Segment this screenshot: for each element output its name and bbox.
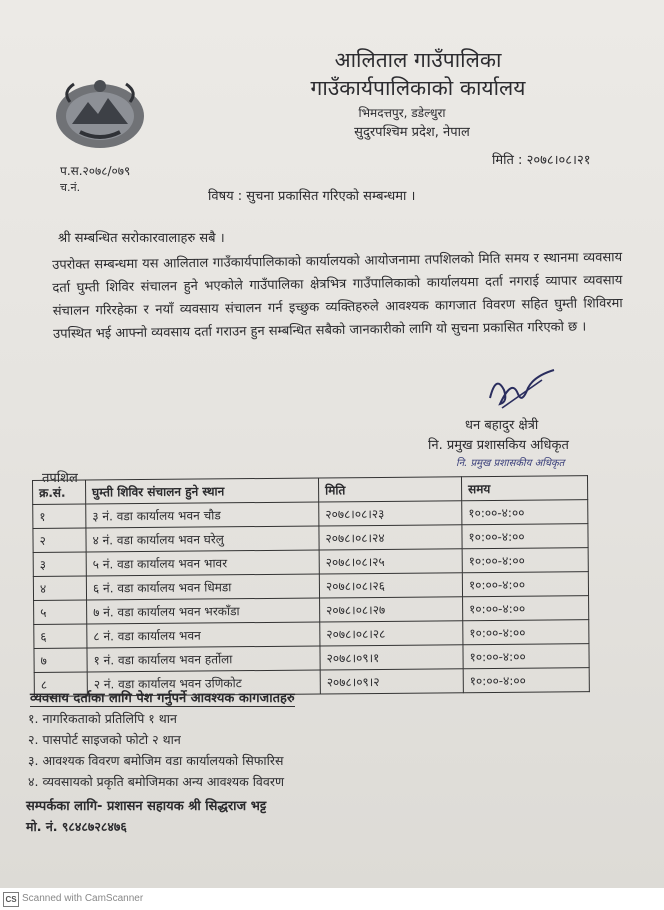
table-cell: ४ नं. वडा कार्यालय भवन घरेलु <box>86 526 319 552</box>
column-header: क्र.सं. <box>33 480 86 504</box>
table-cell: ६ <box>34 624 87 648</box>
table-cell: २०७८।०८।२८ <box>320 621 463 646</box>
signer-title: नि. प्रमुख प्रशासकिय अधिकृत <box>428 438 569 453</box>
office-province: सुदुरपश्चिम प्रदेश, नेपाल <box>354 125 470 140</box>
table-cell: ४ <box>33 576 86 600</box>
table-cell: २०७८।०८।२५ <box>319 549 462 574</box>
column-header: घुम्ती शिविर संचालन हुने स्थान <box>86 478 319 504</box>
table-cell: २०७८।०८।२७ <box>320 597 463 622</box>
table-cell: ६ नं. वडा कार्यालय भवन धिमडा <box>86 574 319 600</box>
table-cell: २०७८।०९।२ <box>320 669 463 694</box>
office-subtitle: गाउँकार्यपालिकाको कार्यालय <box>310 76 526 100</box>
table-cell: ५ नं. वडा कार्यालय भवन भावर <box>86 550 319 576</box>
table-cell: ३ नं. वडा कार्यालय भवन चौड <box>86 502 319 528</box>
table-cell: २ नं. वडा कार्यालय भवन उणिकोट <box>87 670 320 696</box>
table-cell: १०:००-४:०० <box>463 668 589 693</box>
table-cell: १०:००-४:०० <box>463 620 589 645</box>
office-name: आलिताल गाउँपालिका <box>334 48 502 72</box>
table-cell: १०:००-४:०० <box>462 548 588 573</box>
signer-name: धन बहादुर क्षेत्री <box>465 418 539 433</box>
table-cell: १०:००-४:०० <box>462 572 588 597</box>
table-cell: १०:००-४:०० <box>462 500 588 525</box>
notice-body: उपरोक्त सम्बन्धमा यस आलिताल गाउँकार्यपालिकाको कार्यालयको आयोजनामा तपशिलको मिति समय र स्थानमा व्यवसाय दर्ता घुम्ती शिविर संचालन हुने भएकोले गाउँपालिका क्षेत्रभित्र गाउँपालिकाको कार्यालयमा दर्ता नगराई व्यापार व्यवसाय संचालन गरिरहेका र नयाँ व्यवसाय संचालन गर्न इच्छुक व्यक्तिहरुले आवश्यक कागजात विवरण सहित घुम्ती शिविरमा उपस्थित भई आफ्नो व्यवसाय दर्ता गराउन हुन सम्बन्धित सबैको जानकारीको लागि यो सुचना प्रकासित गरिएको छ । <box>52 250 623 342</box>
table-caption: तपशिल <box>42 471 78 486</box>
table-cell: २ <box>33 528 86 552</box>
dispatch-number: च.नं. <box>60 181 81 194</box>
scanner-footer <box>0 888 664 910</box>
signer-stamp: नि. प्रमुख प्रशासकीय अधिकृत <box>456 458 565 469</box>
table-cell: ७ <box>34 648 87 672</box>
table-cell: ८ नं. वडा कार्यालय भवन <box>87 622 320 648</box>
table-cell: १०:००-४:०० <box>462 524 588 549</box>
column-header: मिति <box>318 477 461 502</box>
table-cell: ८ <box>34 672 87 696</box>
table-cell: ७ नं. वडा कार्यालय भवन भरकाँडा <box>87 598 320 624</box>
contact-phone: मो. नं. ९८४८७२८४७६ <box>26 819 127 834</box>
document-item: २. पासपोर्ट साइजको फोटो २ थान <box>28 732 181 747</box>
contact-person: सम्पर्कका लागि- प्रशासन सहायक श्री सिद्धराज भट्ट <box>26 799 267 814</box>
document-item: ३. आवश्यक विवरण बमोजिम वडा कार्यालयको सिफारिस <box>28 753 284 768</box>
table-cell: २०७८।०९।१ <box>320 645 463 670</box>
documents-title: व्यवसाय दर्ताका लागि पेश गर्नुपर्ने आवश्यक कागजातहरु <box>30 691 295 706</box>
camscanner-logo-icon: CS <box>3 892 19 907</box>
office-address: भिमदत्तपुर, डडेल्धुरा <box>358 106 446 120</box>
table-cell: २०७८।०८।२४ <box>319 525 462 550</box>
signature-icon <box>482 368 558 416</box>
table-cell: ३ <box>33 552 86 576</box>
column-header: समय <box>461 476 587 501</box>
table-cell: १०:००-४:०० <box>463 644 589 669</box>
table-cell: १०:००-४:०० <box>463 596 589 621</box>
table-cell: ५ <box>34 600 87 624</box>
table-cell: २०७८।०८।२३ <box>319 501 462 526</box>
schedule-table <box>32 475 590 697</box>
letter-date: मिति : २०७८।०८।२१ <box>492 153 591 168</box>
document-item: ४. व्यवसायको प्रकृति बमोजिमका अन्य आवश्यक विवरण <box>28 774 284 789</box>
scanner-watermark: Scanned with CamScanner <box>22 893 144 904</box>
table-cell: २०७८।०८।२६ <box>319 573 462 598</box>
addressee: श्री सम्बन्धित सरोकारवालाहरु सबै । <box>58 231 225 246</box>
letter-subject: विषय : सुचना प्रकासित गरिएको सम्बन्धमा । <box>208 189 416 204</box>
reference-number: प.स.२०७८/०७९ <box>60 164 131 178</box>
table-cell: १ <box>33 504 86 528</box>
table-cell: १ नं. वडा कार्यालय भवन हर्तोला <box>87 646 320 672</box>
document-item: १. नागरिकताको प्रतिलिपि १ थान <box>28 711 177 726</box>
